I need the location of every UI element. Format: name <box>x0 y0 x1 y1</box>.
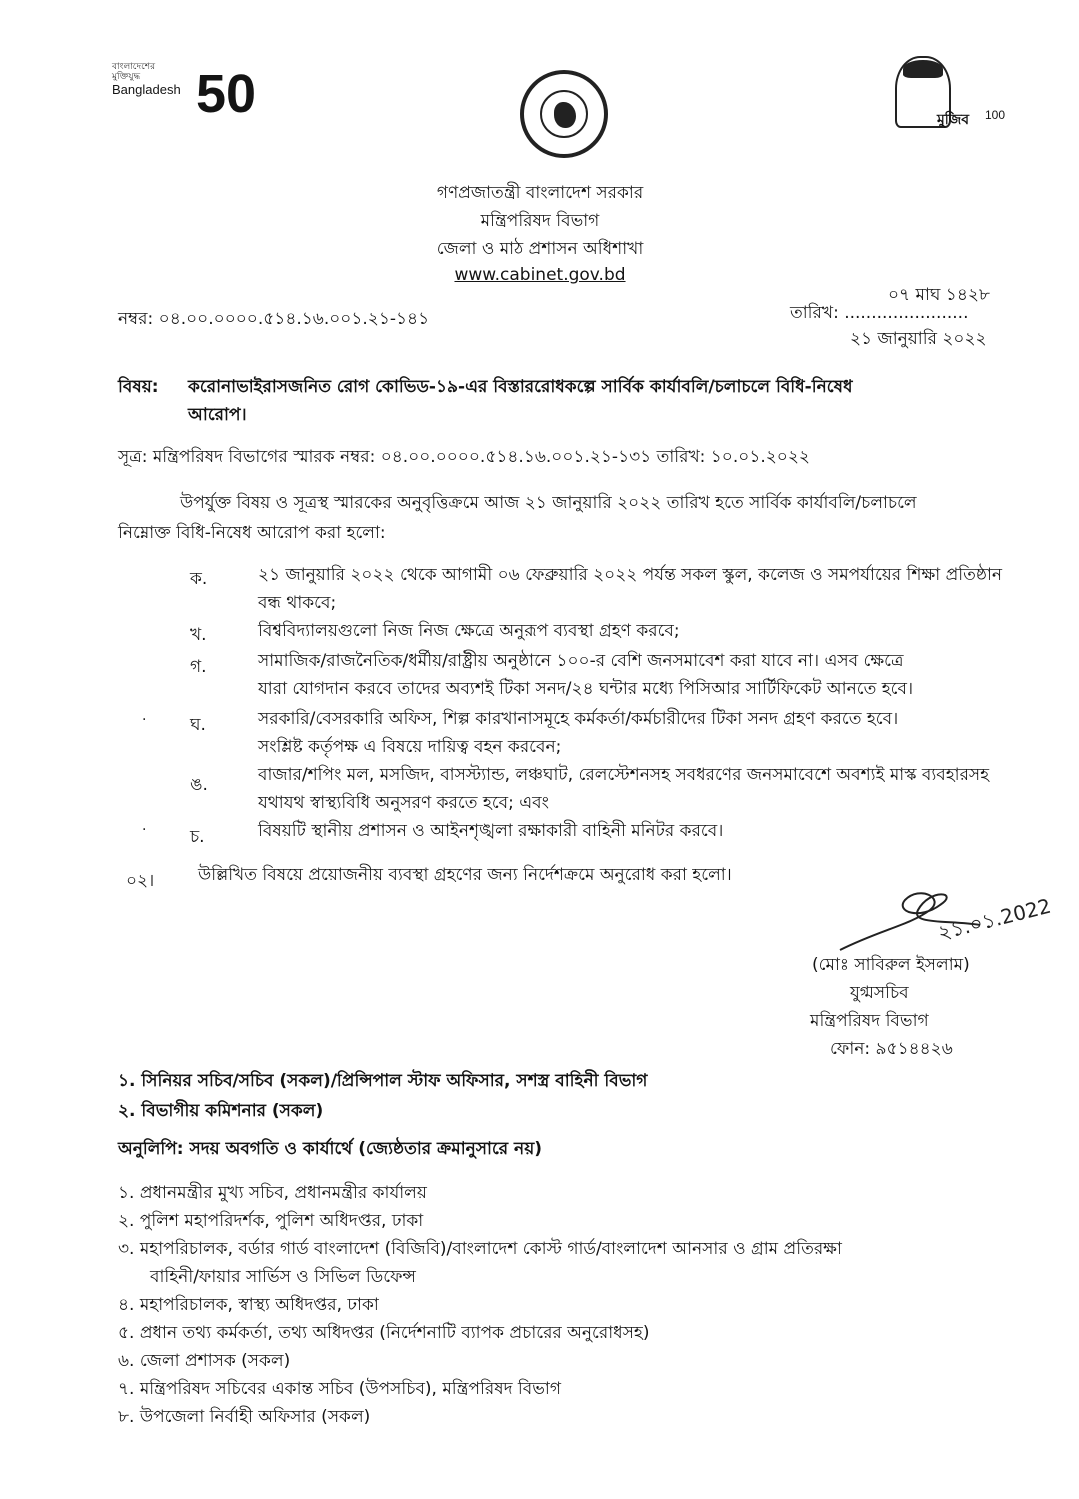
mujib-logo-number: 100 <box>985 108 1006 122</box>
signature-date: ২১.০১.2022 <box>935 893 1054 945</box>
signatory-name: (মোঃ সাবিরুল ইসলাম) <box>812 955 970 975</box>
para-02-text: উল্লিখিত বিষয়ে প্রয়োজনীয় ব্যবস্থা গ্রহণের জন্য নির্দেশক্রমে অনুরোধ করা হলো। <box>198 865 732 885</box>
margin-dot: · <box>142 712 147 728</box>
logo-brand-text: Bangladesh <box>112 82 181 97</box>
signatory-designation: যুগ্মসচিব <box>850 983 909 1003</box>
item-line: সামাজিক/রাজনৈতিক/ধর্মীয়/রাষ্ট্রীয় অনুষ্ঠানে ১০০-র বেশি জনসমাবেশ করা যাবে না। এসব ক্ষেত্রে <box>258 651 904 671</box>
logo-small-text: মুক্তিযুদ্ধ <box>112 72 141 82</box>
copy-item: ৫. প্রধান তথ্য কর্মকর্তা, তথ্য অধিদপ্তর (নির্দেশনাটি ব্যাপক প্রচারের অনুরোধসহ) <box>118 1323 650 1343</box>
item-line: বিষয়টি স্থানীয় প্রশাসন ও আইনশৃঙ্খলা রক্ষাকারী বাহিনী মনিটর করবে। <box>258 821 724 841</box>
website-link[interactable]: www.cabinet.gov.bd <box>454 265 626 285</box>
signatory-phone: ফোন: ৯৫১৪৪২৬ <box>830 1039 953 1059</box>
copy-item-continuation: বাহিনী/ফায়ার সার্ভিস ও সিভিল ডিফেন্স <box>150 1267 416 1287</box>
copy-item: ৬. জেলা প্রশাসক (সকল) <box>118 1351 291 1371</box>
copy-item: ৩. মহাপরিচালক, বর্ডার গার্ড বাংলাদেশ (বিজিবি)/বাংলাদেশ কোস্ট গার্ড/বাংলাদেশ আনসার ও গ্রাম প্রতিরক্ষা <box>118 1239 842 1259</box>
mujib-logo-text: মুজিব <box>937 111 970 127</box>
government-seal-icon <box>520 70 608 158</box>
item-label: ক. <box>190 569 208 589</box>
item-label: চ. <box>190 827 205 847</box>
header-division: মন্ত্রিপরিষদ বিভাগ <box>480 211 600 231</box>
item-line: যারা যোগদান করবে তাদের অব্যশই টিকা সনদ/২৪ ঘন্টার মধ্যে পিসিআর সার্টিফিকেট আনতে হবে। <box>258 679 914 699</box>
mujib-100-logo <box>885 56 1015 136</box>
item-line: সংশ্লিষ্ট কর্তৃপক্ষ এ বিষয়ে দায়িত্ব বহন করবেন; <box>258 737 562 757</box>
map-icon <box>554 102 576 128</box>
handwritten-signature <box>820 880 1060 960</box>
para-02-label: ০২। <box>126 871 155 891</box>
recipient-item: ২. বিভাগীয় কমিশনার (সকল) <box>118 1101 324 1121</box>
intro-line-2: নিম্নোক্ত বিধি-নিষেধ আরোপ করা হলো: <box>118 523 386 543</box>
recipient-item: ১. সিনিয়র সচিব/সচিব (সকল)/প্রিন্সিপাল স্টাফ অফিসার, সশস্ত্র বাহিনী বিভাগ <box>118 1071 648 1091</box>
header-government: গণপ্রজাতন্ত্রী বাংলাদেশ সরকার <box>436 183 644 203</box>
item-label: খ. <box>190 625 207 645</box>
copy-item: ৮. উপজেলা নির্বাহী অফিসার (সকল) <box>118 1407 371 1427</box>
date-bangla: ০৭ মাঘ ১৪২৮ <box>888 285 990 305</box>
header-branch: জেলা ও মাঠ প্রশাসন অধিশাখা <box>436 239 644 259</box>
item-line: ২১ জানুয়ারি ২০২২ থেকে আগামী ০৬ ফেব্রুয়ারি ২০২২ পর্যন্ত সকল স্কুল, কলেজ ও সমপর্যায়ের শিক্ষা প্রতিষ্ঠান <box>258 565 1003 585</box>
item-line: সরকারি/বেসরকারি অফিস, শিল্প কারখানাসমূহে কর্মকর্তা/কর্মচারীদের টিকা সনদ গ্রহণ করতে হবে। <box>258 709 899 729</box>
copy-heading: অনুলিপি: সদয় অবগতি ও কার্যার্থে (জ্যেষ্ঠতার ক্রমানুসারে নয়) <box>118 1139 542 1159</box>
bangladesh-50-logo <box>112 62 262 132</box>
memo-number: নম্বর: ০৪.০০.০০০০.৫১৪.১৬.০০১.২১-১৪১ <box>118 309 430 329</box>
item-line: বন্ধ থাকবে; <box>258 593 337 613</box>
subject-line-1: করোনাভাইরাসজনিত রোগ কোভিড-১৯-এর বিস্তাররোধকল্পে সার্বিক কার্যাবলি/চলাচলে বিধি-নিষেধ <box>188 377 853 397</box>
date-label: তারিখ: ....................... <box>790 303 969 323</box>
subject-label: বিষয়: <box>118 377 159 397</box>
logo-small-text: বাংলাদেশের <box>112 62 156 72</box>
seal-inner-ring <box>540 90 588 138</box>
item-line: বাজার/শপিং মল, মসজিদ, বাসস্ট্যান্ড, লঞ্চঘাট, রেলস্টেশনসহ সবধরণের জনসমাবেশে অবশ্যই মাস্ক ব্যবহারসহ <box>258 765 990 785</box>
date-english: ২১ জানুয়ারি ২০২২ <box>850 329 987 349</box>
signatory-division: মন্ত্রিপরিষদ বিভাগ <box>810 1011 929 1031</box>
intro-line-1: উপর্যুক্ত বিষয় ও সূত্রস্থ স্মারকের অনুবৃত্তিক্রমে আজ ২১ জানুয়ারি ২০২২ তারিখ হতে সার্বিক কার্যাবলি/চলাচলে <box>180 493 917 513</box>
copy-item: ১. প্রধানমন্ত্রীর মুখ্য সচিব, প্রধানমন্ত্রীর কার্যালয় <box>118 1183 427 1203</box>
item-line: যথাযথ স্বাস্থ্যবিধি অনুসরণ করতে হবে; এবং <box>258 793 549 813</box>
copy-item: ৭. মন্ত্রিপরিষদ সচিবের একান্ত সচিব (উপসচিব), মন্ত্রিপরিষদ বিভাগ <box>118 1379 561 1399</box>
subject-line-2: আরোপ। <box>188 405 247 425</box>
copy-item: ৪. মহাপরিচালক, স্বাস্থ্য অধিদপ্তর, ঢাকা <box>118 1295 379 1315</box>
item-label: গ. <box>190 657 207 677</box>
logo-number: 50 <box>196 64 257 124</box>
item-label: ঘ. <box>190 715 206 735</box>
item-label: ঙ. <box>190 775 208 795</box>
item-line: বিশ্ববিদ্যালয়গুলো নিজ নিজ ক্ষেত্রে অনুরূপ ব্যবস্থা গ্রহণ করবে; <box>258 621 680 641</box>
reference: সূত্র: মন্ত্রিপরিষদ বিভাগের স্মারক নম্বর: ০৪.০০.০০০০.৫১৪.১৬.০০১.২১-১৩১ তারিখ: ১০.০১.২০২২ <box>118 447 810 467</box>
margin-dot: · <box>142 822 147 838</box>
copy-item: ২. পুলিশ মহাপরিদর্শক, পুলিশ অধিদপ্তর, ঢাকা <box>118 1211 424 1231</box>
